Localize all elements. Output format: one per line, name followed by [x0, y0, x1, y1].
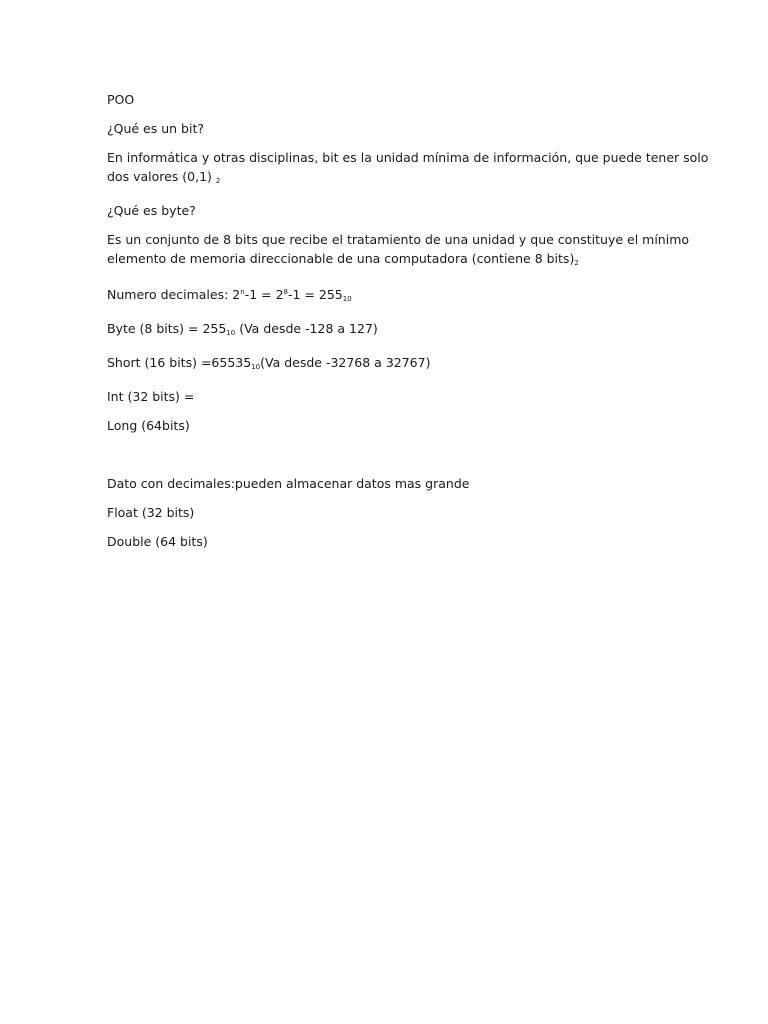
document-body [107, 90, 709, 561]
bit-definition-line-2-text: dos valores (0,1) [107, 169, 212, 184]
double-line: Double (64 bits) [107, 534, 208, 549]
bit-definition-line-1: En informática y otras disciplinas, bit es la unidad mínima de información, que puede tener solo [107, 150, 709, 165]
byte-definition-line-2 [107, 249, 667, 273]
short-range-subscript: 10 [251, 363, 261, 371]
short-range-part-b: (Va desde -32768 a 32767) [260, 355, 431, 370]
formula-part-b: -1 = 2 [244, 287, 284, 302]
int-line: Int (32 bits) = [107, 389, 195, 404]
bit-definition-line-2 [107, 167, 667, 191]
question-bit: ¿Qué es un bit? [107, 121, 204, 136]
formula-part-a: Numero decimales: 2 [107, 287, 241, 302]
short-range-line [107, 353, 667, 377]
float-line: Float (32 bits) [107, 505, 195, 520]
byte-range-part-a: Byte (8 bits) = 255 [107, 321, 227, 336]
question-byte: ¿Qué es byte? [107, 203, 196, 218]
formula-superscript-n: n [240, 288, 245, 296]
short-range-part-a: Short (16 bits) =65535 [107, 355, 252, 370]
bit-definition-subscript: 2 [215, 177, 221, 185]
byte-definition-line-2-text: elemento de memoria direccionable de una computadora (contiene 8 bits) [107, 251, 575, 266]
byte-definition-subscript: 2 [574, 259, 579, 267]
formula-part-c: -1 = 255 [288, 287, 343, 302]
doc-title: POO [107, 92, 135, 107]
bit-definition [107, 148, 709, 191]
formula-subscript-10: 10 [342, 295, 352, 303]
long-line: Long (64bits) [107, 418, 190, 433]
formula-superscript-8: 8 [283, 288, 288, 296]
byte-range-subscript: 10 [226, 329, 236, 337]
byte-range-line [107, 319, 667, 343]
numero-decimales-formula [107, 283, 667, 309]
blank-line [107, 445, 667, 474]
byte-range-part-b: (Va desde -128 a 127) [235, 321, 378, 336]
decimal-heading: Dato con decimales:pueden almacenar datos mas grande [107, 476, 470, 491]
byte-definition [107, 230, 690, 273]
byte-definition-line-1: Es un conjunto de 8 bits que recibe el tratamiento de una unidad y que constituye el mínimo [107, 232, 690, 247]
